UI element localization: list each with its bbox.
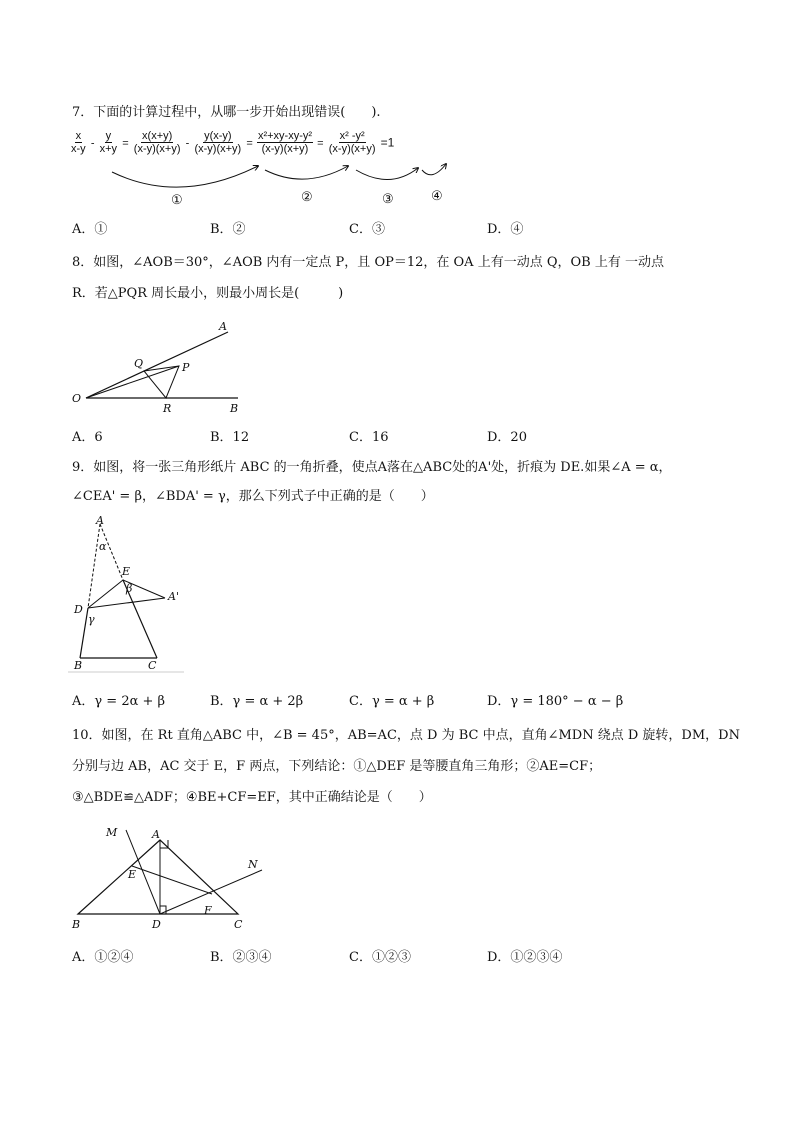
q7-arrow-1 — [112, 166, 258, 187]
q10-option-c[interactable]: C．①②③ — [349, 950, 411, 965]
q10-label-e: E — [128, 868, 137, 881]
q8-figure — [68, 316, 258, 416]
q10-option-d[interactable]: D．①②③④ — [487, 950, 563, 965]
q9-label-gamma: γ — [88, 613, 95, 626]
q9-figure — [68, 512, 198, 676]
q9-label-c: C — [148, 659, 157, 672]
q8-label-b: B — [230, 402, 239, 415]
q10-segment-ef — [132, 866, 212, 894]
q7-step-4: ④ — [431, 188, 443, 203]
q8-triangle-pqr — [144, 366, 179, 398]
q10-triangle-abc — [78, 840, 238, 914]
q9-segment-da-prime — [88, 598, 165, 608]
q9-label-d: D — [74, 603, 83, 616]
q7-expression — [70, 130, 394, 156]
q7-equals-2: = — [246, 137, 253, 150]
q7-fraction-2: $\frac{y}{x+y}$ — [99, 130, 118, 155]
q7-equals-1: = — [122, 137, 129, 150]
q7-fraction-4: $\frac{y(x-y)}{(x-y)(x+y)}$ — [194, 130, 242, 155]
q9-label-a: A — [96, 514, 104, 527]
q10-stem-line-3: ③△BDE≌△ADF；④BE+CF=EF，其中正确结论是（ ） — [72, 790, 432, 805]
q8-label-p: P — [182, 361, 190, 374]
q8-option-a[interactable]: A．6 — [72, 430, 103, 445]
q10-label-m: M — [106, 826, 118, 839]
q7-option-d[interactable]: D．④ — [487, 222, 524, 237]
q7-minus-1: - — [90, 137, 95, 150]
q7-fraction-1: $\frac{x}{x-y}$ — [71, 130, 86, 155]
q10-option-b[interactable]: B．②③④ — [210, 950, 272, 965]
q7-fraction-6: $\frac{\text{x² -y²}}{(x-y)(x+y)}$ — [328, 130, 376, 155]
q7-option-c[interactable]: C．③ — [349, 222, 385, 237]
q8-label-o: O — [72, 392, 82, 405]
q8-label-q: Q — [134, 357, 144, 370]
q9-label-beta: β — [126, 582, 133, 595]
q9-dashed-ad — [88, 524, 100, 608]
q10-label-f: F — [204, 904, 212, 917]
q10-stem-line-1: 10．如图，在 Rt 直角△ABC 中，∠B = 45°，AB=AC，点 D 为 BC 中点，直角∠MDN 绕点 D 旋转，DM，DN — [72, 728, 740, 743]
q9-stem-line-1: 9．如图，将一张三角形纸片 ABC 的一角折叠，使点A落在△ABC处的A'处，折痕为 DE.如果∠A = α， — [72, 460, 672, 475]
q7-equals-4: =1 — [380, 135, 395, 150]
q7-option-a[interactable]: A．① — [72, 222, 108, 237]
q9-option-a[interactable]: A．γ = 2α + β — [72, 694, 166, 709]
q9-stem-line-2: ∠CEA' = β，∠BDA' = γ，那么下列式子中正确的是（ ） — [72, 489, 434, 504]
q8-label-a: A — [219, 320, 227, 333]
q7-arrow-2 — [265, 166, 348, 179]
q7-fraction-5: $\frac{\text{x²+xy-xy-y²}}{(x-y)(x+y)}$ — [257, 130, 313, 155]
q7-stem: 7．下面的计算过程中，从哪一步开始出现错误( ). — [72, 105, 381, 120]
q8-option-c[interactable]: C．16 — [349, 430, 389, 445]
q7-step-2: ② — [301, 189, 313, 204]
q9-option-d[interactable]: D．γ = 180° − α − β — [487, 694, 624, 709]
q7-fraction-3: $\frac{x(x+y)}{(x-y)(x+y)}$ — [133, 130, 181, 155]
q8-stem-line-2: R．若△PQR 周长最小，则最小周长是( ) — [72, 286, 344, 301]
q8-stem-line-1: 8．如图，∠AOB＝30°，∠AOB 内有一定点 P，且 OP＝12，在 OA 上有一动点 Q，OB 上有 一动点 — [72, 255, 664, 270]
q8-label-r: R — [163, 402, 172, 415]
q7-step-1: ① — [171, 192, 183, 207]
q10-label-n: N — [248, 858, 258, 871]
q7-step-3: ③ — [382, 191, 394, 206]
q7-step-arrows — [100, 160, 460, 210]
q7-arrow-3 — [356, 168, 418, 180]
q9-option-b[interactable]: B．γ = α + 2β — [210, 694, 304, 709]
q10-option-a[interactable]: A．①②④ — [72, 950, 134, 965]
q9-label-e: E — [122, 565, 131, 578]
q9-option-c[interactable]: C．γ = α + β — [349, 694, 435, 709]
q10-stem-line-2: 分别与边 AB，AC 交于 E，F 两点，下列结论：①△DEF 是等腰直角三角形；②AE=CF； — [72, 759, 602, 774]
q9-label-alpha: α — [99, 540, 107, 553]
q10-figure — [66, 820, 276, 936]
q8-option-b[interactable]: B．12 — [210, 430, 250, 445]
q10-label-b: B — [72, 918, 81, 931]
q9-label-b: B — [74, 659, 83, 672]
q9-label-a-prime: A' — [168, 590, 179, 603]
q8-segment-op — [86, 366, 179, 398]
q10-label-d: D — [152, 918, 161, 931]
q8-ray-oa — [86, 332, 228, 398]
q8-option-d[interactable]: D．20 — [487, 430, 527, 445]
q7-minus-2: - — [185, 137, 190, 150]
q10-label-a: A — [152, 828, 160, 841]
q7-arrow-4 — [422, 164, 446, 175]
q7-option-b[interactable]: B．② — [210, 222, 246, 237]
q10-label-c: C — [234, 918, 243, 931]
q7-equals-3: = — [317, 137, 324, 150]
